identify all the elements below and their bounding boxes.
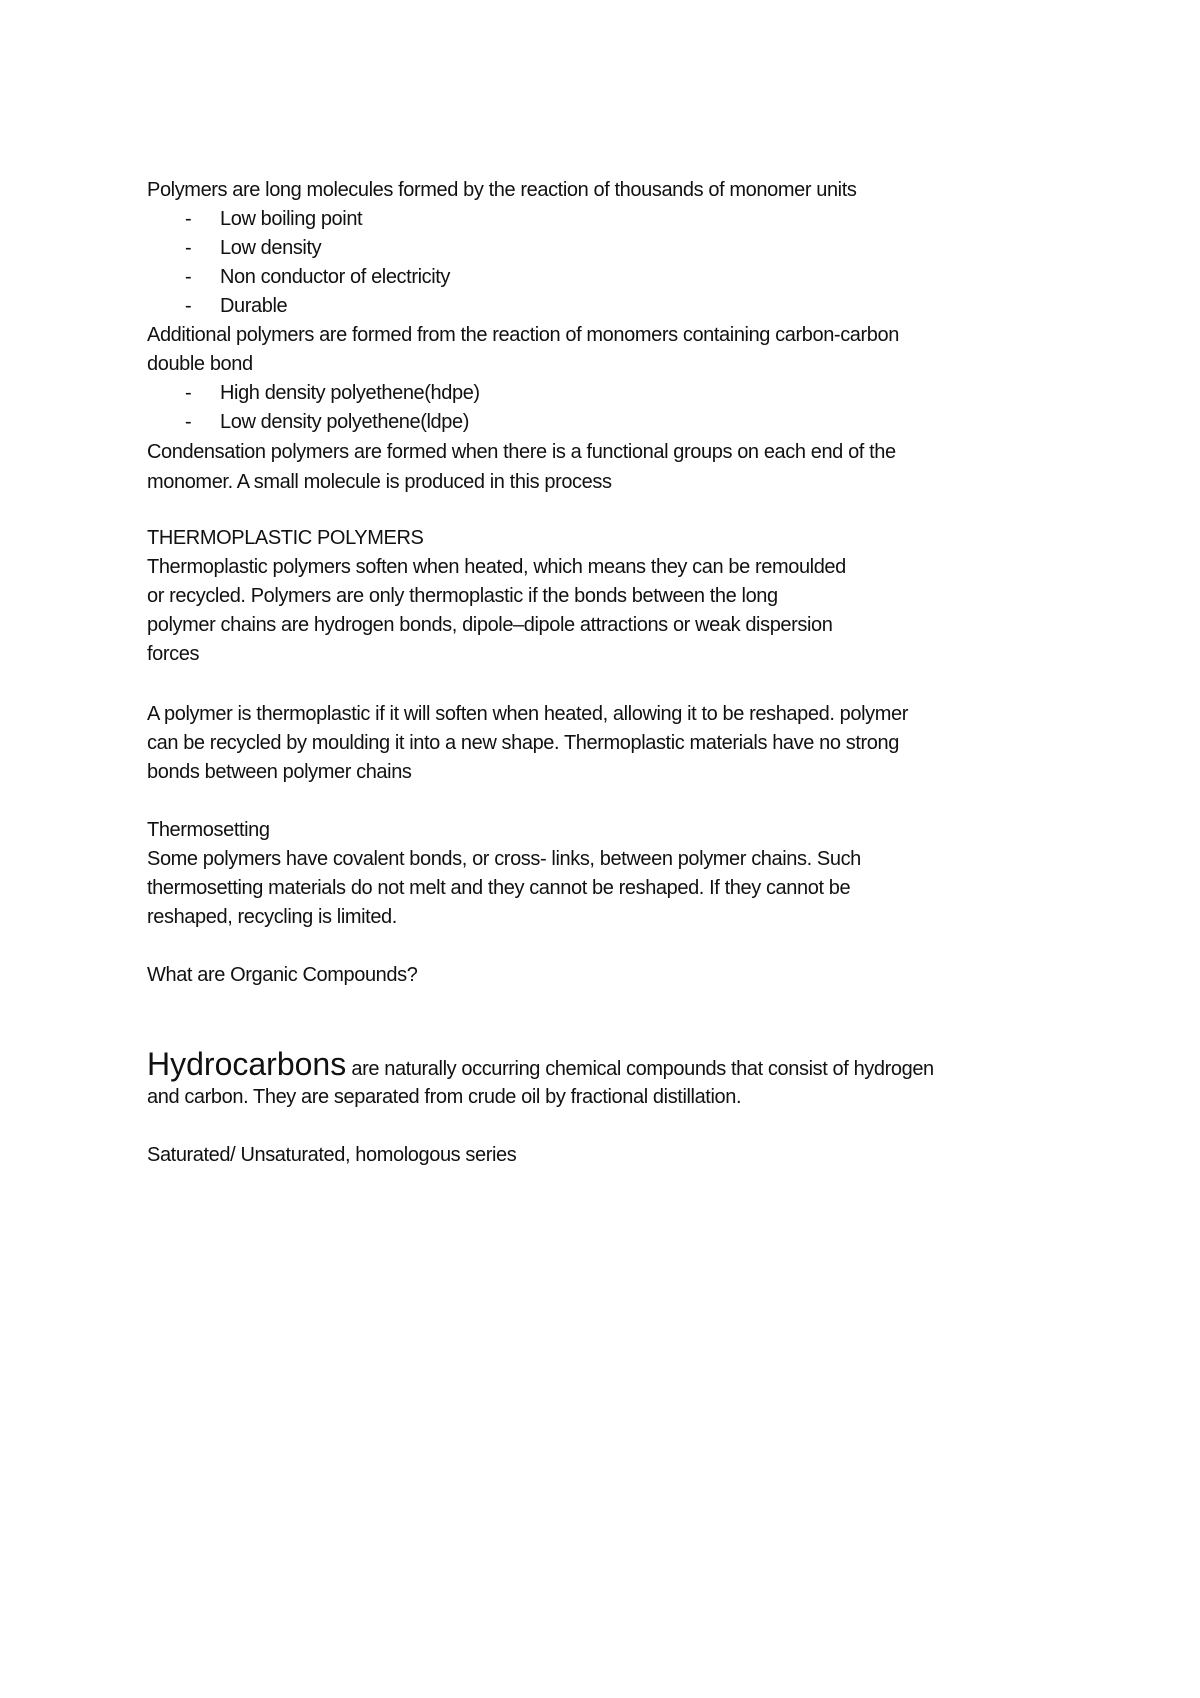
saturated-text: Saturated/ Unsaturated, homologous series [147, 1144, 517, 1166]
thermosetting-text: thermosetting materials do not melt and they cannot be reshaped. If they cannot be [147, 877, 851, 899]
hydrocarbons-text: and carbon. They are separated from crude oil by fractional distillation. [147, 1086, 742, 1108]
addition-example: High density polyethene(hdpe) [220, 382, 480, 404]
condensation-text: monomer. A small molecule is produced in this process [147, 471, 612, 493]
bullet-dash: - [185, 266, 192, 288]
bullet-dash: - [185, 295, 192, 317]
intro-text: Polymers are long molecules formed by the reaction of thousands of monomer units [147, 179, 857, 201]
bullet-dash: - [185, 382, 192, 404]
property-item: Durable [220, 295, 288, 317]
condensation-text: Condensation polymers are formed when there is a functional groups on each end of the [147, 441, 896, 463]
thermoplastic-text: Thermoplastic polymers soften when heated, which means they can be remoulded [147, 556, 846, 578]
hydrocarbons-term: Hydrocarbons [147, 1046, 347, 1082]
organic-question: What are Organic Compounds? [147, 964, 418, 986]
bullet-dash: - [185, 237, 192, 259]
addition-text: double bond [147, 353, 253, 375]
bullet-dash: - [185, 208, 192, 230]
hydrocarbons-definition: are naturally occurring chemical compounds that consist of hydrogen [346, 1058, 934, 1080]
thermoplastic-text: or recycled. Polymers are only thermoplastic if the bonds between the long [147, 585, 778, 607]
property-item: Low boiling point [220, 208, 363, 230]
property-item: Low density [220, 237, 322, 259]
thermosetting-text: Some polymers have covalent bonds, or cross- links, between polymer chains. Such [147, 848, 861, 870]
thermoplastic-heading: THERMOPLASTIC POLYMERS [147, 527, 424, 549]
thermoplastic-text: forces [147, 643, 200, 665]
bullet-dash: - [185, 411, 192, 433]
thermoplastic-text: bonds between polymer chains [147, 761, 412, 783]
addition-example: Low density polyethene(ldpe) [220, 411, 469, 433]
thermoplastic-text: polymer chains are hydrogen bonds, dipole–dipole attractions or weak dispersion [147, 614, 833, 636]
thermoplastic-text: A polymer is thermoplastic if it will soften when heated, allowing it to be reshaped. polymer [147, 703, 908, 725]
property-item: Non conductor of electricity [220, 266, 451, 288]
thermoplastic-text: can be recycled by moulding it into a new shape. Thermoplastic materials have no strong [147, 732, 899, 754]
thermosetting-heading: Thermosetting [147, 819, 270, 841]
thermosetting-text: reshaped, recycling is limited. [147, 906, 397, 928]
addition-text: Additional polymers are formed from the reaction of monomers containing carbon-carbon [147, 324, 899, 346]
hydrocarbons-text [147, 1046, 934, 1083]
